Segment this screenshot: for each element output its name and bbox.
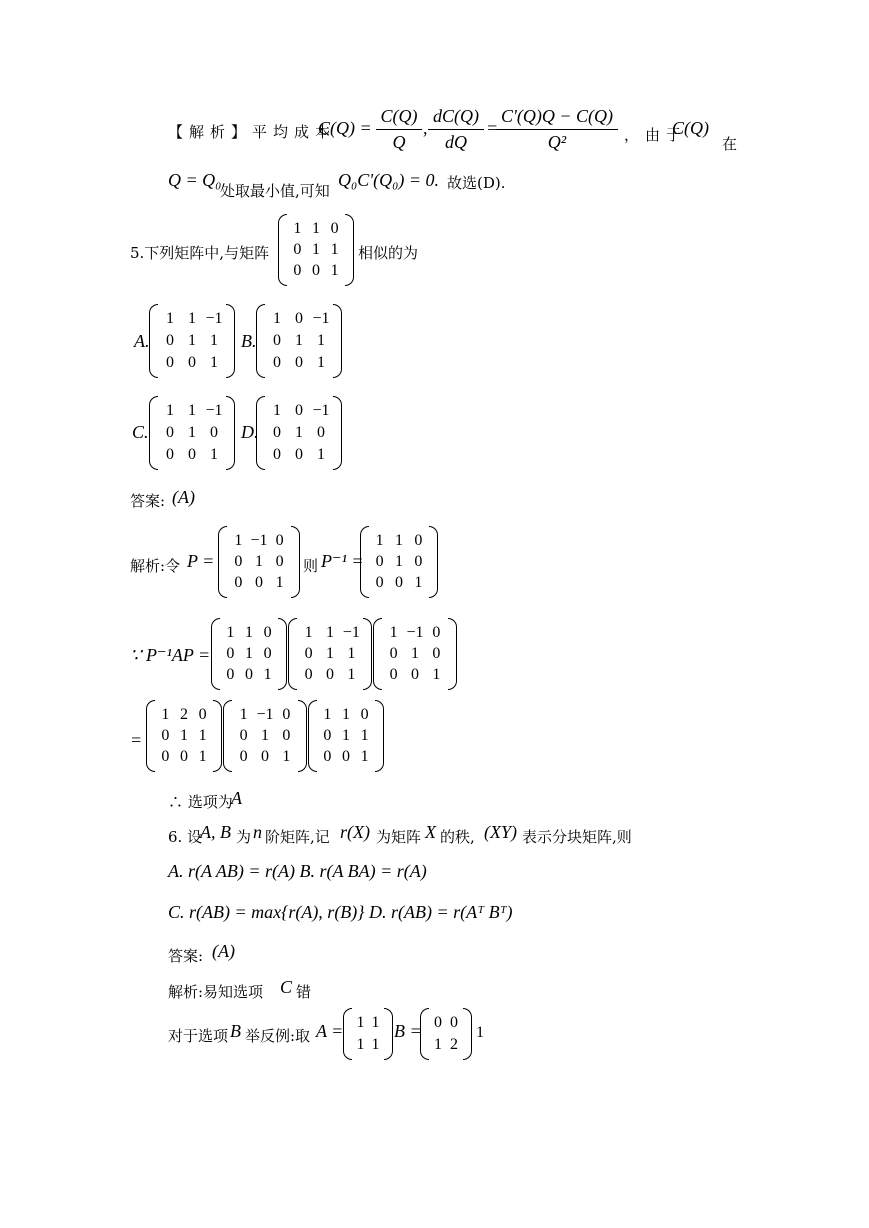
matrix-option-d xyxy=(256,396,342,470)
matrix-cell: 1 xyxy=(226,623,235,641)
fraction-numerator: dC(Q) xyxy=(428,106,484,130)
matrix-cell: 0 xyxy=(295,402,303,419)
matrix-cell: 0 xyxy=(234,574,243,592)
matrix-cell: 1 xyxy=(260,727,269,744)
p-inverse-assign: P⁻¹ = xyxy=(321,551,364,571)
matrix-cell: 1 xyxy=(273,402,281,419)
matrix-cell: 0 xyxy=(389,666,398,684)
matrix-cell: 0 xyxy=(304,666,313,684)
matrix-counter-a xyxy=(343,1008,393,1060)
matrix-cell: 0 xyxy=(239,727,248,744)
matrix-cell: 1 xyxy=(330,241,339,258)
matrix-cell: 1 xyxy=(282,748,291,766)
matrix-cell: 1 xyxy=(371,1036,380,1053)
since-text: ，由于 xyxy=(624,126,688,144)
matrix-left-bracket xyxy=(256,396,265,470)
matrix-cell: 1 xyxy=(275,574,284,592)
matrix-cell: 1 xyxy=(347,666,356,684)
counter-text-c: 举反例:取 xyxy=(245,1027,311,1045)
matrix-cell: 1 xyxy=(198,748,207,766)
counter-b-assign: B = xyxy=(394,1021,422,1041)
matrix-cell: 0 xyxy=(394,574,403,592)
matrix-cell: 0 xyxy=(317,424,325,441)
matrix-right-bracket xyxy=(333,396,342,470)
matrix-cell: 1 xyxy=(360,748,369,766)
then-text: 则 xyxy=(303,557,319,575)
counter-a-assign: A = xyxy=(316,1021,344,1041)
matrix-right-bracket xyxy=(333,304,342,378)
q6-stem-e: 的秩, xyxy=(440,828,475,846)
fraction-avg-cost xyxy=(376,106,422,153)
matrix-cell: 1 xyxy=(432,666,441,684)
matrix-cell: 0 xyxy=(375,553,384,570)
q6-stem-c: 阶矩阵,记 xyxy=(265,828,330,846)
matrix-main xyxy=(278,214,354,286)
matrix-cell: 1 xyxy=(330,262,339,280)
matrix-p-inverse xyxy=(360,526,438,598)
matrix-product-1a xyxy=(211,618,287,690)
option-c-label: C. xyxy=(132,422,149,442)
matrix-cell: 1 xyxy=(188,310,196,327)
matrix-right-bracket xyxy=(345,214,354,286)
matrix-cell: 1 xyxy=(371,1014,380,1031)
matrix-product-2c xyxy=(308,700,384,772)
matrix-cell: 0 xyxy=(295,310,303,327)
matrix-left-bracket xyxy=(360,526,369,598)
fraction-numerator: C'(Q)Q − C(Q) xyxy=(496,106,618,130)
matrix-cell: 1 xyxy=(188,402,196,419)
matrix-cell: 1 xyxy=(360,727,369,744)
matrix-cell: 1 xyxy=(317,446,325,463)
choose-d-text: 故选(D). xyxy=(447,174,506,192)
matrix-cell: 0 xyxy=(311,262,320,280)
matrix-cell: 1 xyxy=(347,645,356,662)
first-order-condition: Q₀C'(Q₀) = 0. xyxy=(338,170,440,190)
matrix-cell: 1 xyxy=(161,705,170,723)
matrix-left-bracket xyxy=(373,618,382,690)
matrix-right-bracket xyxy=(226,304,235,378)
at-text: 在 xyxy=(722,135,738,153)
matrix-cell: −1 xyxy=(312,310,330,327)
q6-solution-c: C xyxy=(280,977,293,997)
fraction-numerator: C(Q) xyxy=(376,106,422,130)
matrix-cell: 0 xyxy=(263,623,272,641)
matrix-right-bracket xyxy=(278,618,287,690)
option-d-label: D. xyxy=(241,422,259,442)
matrix-cell: 1 xyxy=(325,623,334,641)
q5-solution-label: 解析:令 xyxy=(130,557,181,575)
matrix-cell: 0 xyxy=(275,531,284,549)
matrix-cell: 1 xyxy=(375,531,384,549)
matrix-cell: 1 xyxy=(244,623,253,641)
matrix-cell: 1 xyxy=(166,402,174,419)
matrix-cell: 2 xyxy=(179,705,188,723)
q5-answer-label: 答案: xyxy=(130,492,166,510)
q6-solution-end: 错 xyxy=(296,983,312,1001)
q6-stem-n: n xyxy=(253,822,262,842)
matrix-cell: −1 xyxy=(256,705,274,723)
matrix-cell: 0 xyxy=(375,574,384,592)
matrix-cell: 1 xyxy=(356,1036,365,1053)
matrix-left-bracket xyxy=(211,618,220,690)
matrix-cell: 1 xyxy=(317,354,325,371)
matrix-cell: 1 xyxy=(210,332,218,349)
matrix-cell: 0 xyxy=(450,1014,458,1031)
matrix-cell: 0 xyxy=(293,262,302,280)
matrix-cell: 0 xyxy=(389,645,398,662)
matrix-cell: 0 xyxy=(325,666,334,684)
page-number: 1 xyxy=(476,1024,484,1041)
matrix-cell: 1 xyxy=(414,574,423,592)
matrix-cell: 0 xyxy=(410,666,419,684)
matrix-cell: 1 xyxy=(188,332,196,349)
matrix-left-bracket xyxy=(420,1008,429,1060)
option-b-label: B. xyxy=(241,331,257,351)
matrix-cell: 1 xyxy=(311,219,320,237)
matrix-cell: 0 xyxy=(234,553,243,570)
q6-stem-a: 6. 设 xyxy=(168,828,203,846)
q6-answer-value: (A) xyxy=(212,941,235,961)
matrix-cell: 0 xyxy=(254,574,263,592)
matrix-cell: 1 xyxy=(234,531,243,549)
fraction-derivative xyxy=(428,106,484,153)
matrix-cell: 1 xyxy=(293,219,302,237)
matrix-cell: 1 xyxy=(254,553,263,570)
matrix-product-2a xyxy=(146,700,222,772)
matrix-cell: 0 xyxy=(432,645,441,662)
matrix-counter-b xyxy=(420,1008,472,1060)
matrix-left-bracket xyxy=(278,214,287,286)
matrix-cell: 0 xyxy=(166,446,174,463)
comma: , xyxy=(423,118,428,138)
matrix-cell: 1 xyxy=(394,553,403,570)
matrix-left-bracket xyxy=(308,700,317,772)
matrix-option-c xyxy=(149,396,235,470)
matrix-right-bracket xyxy=(363,618,372,690)
matrix-cell: 0 xyxy=(282,705,291,723)
q6-options-ab: A. r(A AB) = r(A) B. r(A BA) = r(A) xyxy=(168,861,427,881)
matrix-cell: 0 xyxy=(295,354,303,371)
matrix-left-bracket xyxy=(149,396,158,470)
p-assign: P = xyxy=(187,551,215,571)
matrix-left-bracket xyxy=(256,304,265,378)
matrix-right-bracket xyxy=(384,1008,393,1060)
fraction-denominator: dQ xyxy=(445,132,467,152)
matrix-cell: 1 xyxy=(263,666,272,684)
q6-solution-text: 解析:易知选项 xyxy=(168,983,264,1001)
q6-options-cd: C. r(AB) = max{r(A), r(B)} D. r(AB) = r(Aᵀ Bᵀ) xyxy=(168,902,513,922)
fraction-denominator: Q xyxy=(392,132,406,152)
matrix-cell: 1 xyxy=(198,727,207,744)
avg-cost-symbol: C(Q) xyxy=(672,118,709,138)
matrix-cell: 0 xyxy=(330,219,339,237)
matrix-cell: −1 xyxy=(205,402,223,419)
matrix-cell: 1 xyxy=(273,310,281,327)
therefore-text: ∴ 选项为 xyxy=(168,793,233,811)
matrix-cell: 0 xyxy=(273,424,281,441)
matrix-cell: 1 xyxy=(356,1014,365,1031)
matrix-product-1b xyxy=(288,618,372,690)
matrix-right-bracket xyxy=(298,700,307,772)
matrix-cell: 0 xyxy=(295,446,303,463)
matrix-right-bracket xyxy=(213,700,222,772)
q6-stem-b: 为 xyxy=(236,828,252,846)
matrix-cell: 0 xyxy=(188,354,196,371)
matrix-cell: 1 xyxy=(323,705,332,723)
q6-stem-d: 为矩阵 xyxy=(376,828,422,846)
avg-cost-expr: C(Q) = xyxy=(318,118,372,138)
matrix-cell: 0 xyxy=(341,748,350,766)
matrix-cell: 1 xyxy=(179,727,188,744)
matrix-left-bracket xyxy=(223,700,232,772)
equals-sign-2: = xyxy=(130,730,143,750)
matrix-cell: 0 xyxy=(323,748,332,766)
matrix-cell: 0 xyxy=(273,354,281,371)
q5-stem-end: 相似的为 xyxy=(358,244,419,262)
matrix-cell: 0 xyxy=(432,623,441,641)
matrix-cell: 1 xyxy=(188,424,196,441)
matrix-right-bracket xyxy=(463,1008,472,1060)
matrix-cell: 1 xyxy=(210,354,218,371)
counter-text-a: 对于选项 xyxy=(168,1027,229,1045)
matrix-cell: 0 xyxy=(282,727,291,744)
matrix-left-bracket xyxy=(146,700,155,772)
q6-stem-x: X xyxy=(425,822,436,842)
matrix-cell: −1 xyxy=(312,402,330,419)
q5-stem: 5.下列矩阵中,与矩阵 xyxy=(130,244,270,262)
matrix-cell: 0 xyxy=(161,727,170,744)
matrix-cell: −1 xyxy=(342,623,360,641)
fraction-denominator: Q² xyxy=(547,132,567,152)
matrix-product-1c xyxy=(373,618,457,690)
matrix-left-bracket xyxy=(149,304,158,378)
matrix-right-bracket xyxy=(429,526,438,598)
matrix-cell: 1 xyxy=(317,332,325,349)
matrix-cell: 0 xyxy=(166,354,174,371)
matrix-right-bracket xyxy=(448,618,457,690)
matrix-cell: 1 xyxy=(394,531,403,549)
matrix-cell: 0 xyxy=(210,424,218,441)
matrix-cell: 0 xyxy=(161,748,170,766)
matrix-option-a xyxy=(149,304,235,378)
q5-answer-value: (A) xyxy=(172,487,195,507)
matrix-cell: 1 xyxy=(341,705,350,723)
matrix-cell: 0 xyxy=(226,645,235,662)
matrix-cell: 0 xyxy=(360,705,369,723)
matrix-cell: 1 xyxy=(325,645,334,662)
matrix-cell: 1 xyxy=(304,623,313,641)
matrix-cell: 1 xyxy=(210,446,218,463)
matrix-cell: 1 xyxy=(341,727,350,744)
matrix-left-bracket xyxy=(343,1008,352,1060)
matrix-cell: 1 xyxy=(434,1036,442,1053)
matrix-cell: 0 xyxy=(323,727,332,744)
analysis-label: 【解析】平均成本 xyxy=(168,123,337,141)
matrix-cell: 2 xyxy=(450,1036,458,1053)
matrix-cell: 0 xyxy=(198,705,207,723)
matrix-cell: 0 xyxy=(275,553,284,570)
matrix-cell: −1 xyxy=(250,531,268,549)
matrix-cell: 0 xyxy=(239,748,248,766)
matrix-cell: 1 xyxy=(410,645,419,662)
matrix-product-2b xyxy=(223,700,307,772)
matrix-right-bracket xyxy=(291,526,300,598)
min-point-expr: Q = Q₀ xyxy=(168,170,222,190)
matrix-cell: 0 xyxy=(166,424,174,441)
matrix-cell: 1 xyxy=(244,645,253,662)
counter-b: B xyxy=(230,1021,241,1041)
matrix-cell: 0 xyxy=(414,553,423,570)
matrix-right-bracket xyxy=(375,700,384,772)
matrix-cell: 1 xyxy=(311,241,320,258)
q6-stem-f: 表示分块矩阵,则 xyxy=(522,828,632,846)
matrix-cell: 0 xyxy=(244,666,253,684)
fraction-quotient-rule xyxy=(496,106,618,153)
matrix-cell: 1 xyxy=(295,332,303,349)
matrix-cell: −1 xyxy=(406,623,424,641)
matrix-cell: 0 xyxy=(273,332,281,349)
matrix-cell: 0 xyxy=(226,666,235,684)
q6-stem-xy: (XY) xyxy=(484,822,517,842)
matrix-cell: 0 xyxy=(263,645,272,662)
matrix-left-bracket xyxy=(288,618,297,690)
matrix-right-bracket xyxy=(226,396,235,470)
matrix-cell: 0 xyxy=(304,645,313,662)
matrix-cell: 1 xyxy=(295,424,303,441)
q6-stem-rx: r(X) xyxy=(340,822,370,842)
matrix-cell: 0 xyxy=(414,531,423,549)
matrix-cell: 1 xyxy=(166,310,174,327)
equals-sign: = xyxy=(486,118,499,138)
matrix-cell: 0 xyxy=(434,1014,442,1031)
matrix-cell: 1 xyxy=(239,705,248,723)
min-text: 处取最小值,可知 xyxy=(220,182,330,200)
matrix-cell: 0 xyxy=(293,241,302,258)
matrix-left-bracket xyxy=(218,526,227,598)
matrix-cell: 0 xyxy=(188,446,196,463)
matrix-cell: 1 xyxy=(389,623,398,641)
matrix-p xyxy=(218,526,300,598)
therefore-value: A xyxy=(231,788,242,808)
matrix-option-b xyxy=(256,304,342,378)
option-a-label: A. xyxy=(134,331,150,351)
matrix-cell: 0 xyxy=(166,332,174,349)
matrix-cell: 0 xyxy=(273,446,281,463)
q6-stem-ab: A, B xyxy=(200,822,231,842)
q6-answer-label: 答案: xyxy=(168,947,204,965)
matrix-cell: −1 xyxy=(205,310,223,327)
matrix-cell: 0 xyxy=(179,748,188,766)
similarity-expr: ∵ P⁻¹AP = xyxy=(130,645,211,665)
matrix-cell: 0 xyxy=(260,748,269,766)
